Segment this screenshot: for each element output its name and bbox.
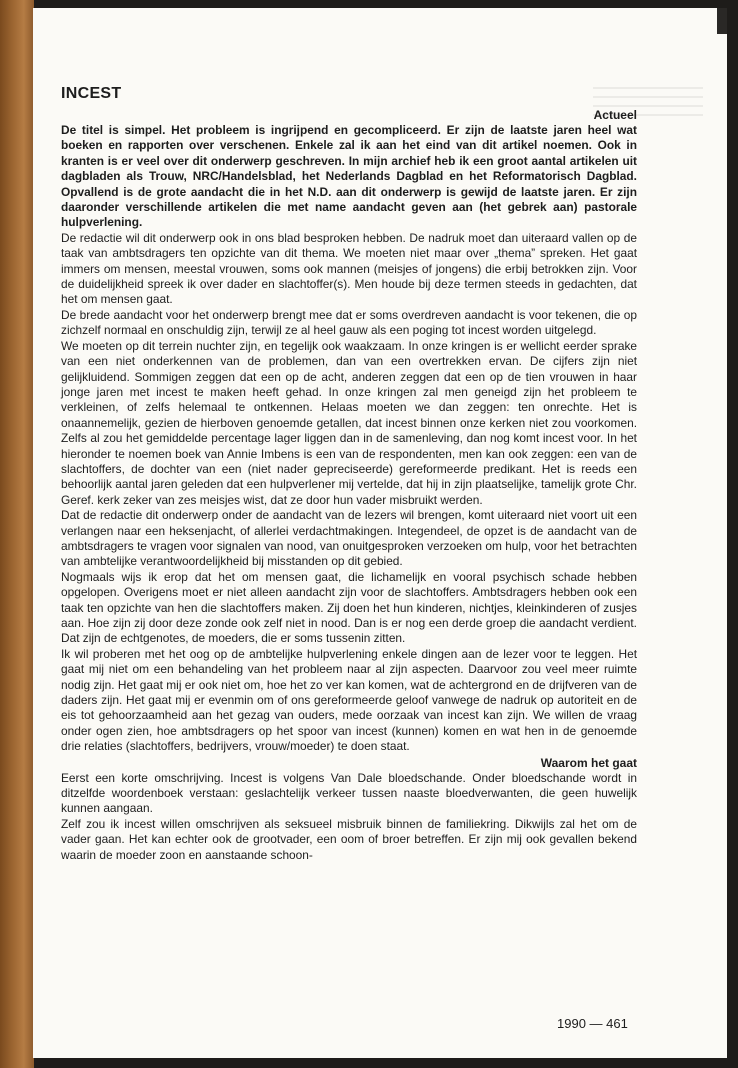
article [61, 84, 637, 863]
body-paragraph: We moeten op dit terrein nuchter zijn, en tegelijk ook waakzaam. In onze kringen is er wellicht eerder sprake van een niet onderkennen van de problemen, dan van een overtrekken ervan. De cijfers zijn niet gelijkluidend. Sommigen zeggen dat een op de acht, anderen zeggen dat een op de tien vrouwen in haar jonge jaren met incest te maken heeft gehad. In onze kringen zal men geneigd zijn het probleem te verkleinen, of zelfs helemaal te ontkennen. Helaas moeten we dan zeggen: ten onrechte. Het is onaannemelijk, gezien de hierboven genoemde getallen, dat incest binnen onze kerken niet zou voorkomen. Zelfs al zou het gemiddelde percentage lager liggen dan in de samenleving, dan nog komt incest voor. In het hieronder te noemen boek van Annie Imbens is een van de respondenten, men kan ook zeggen: een van de slachtoffers, de dochter van een (niet nader gepreciseerde) gereformeerde predikant. Het is reeds een behoorlijk aantal jaren geleden dat een hulpverlener mij vertelde, dat hij in zijn plaatselijke, tamelijk grote Chr. Geref. kerk zeker van zes meisjes wist, dat ze door hun vader misbruikt werden. [61, 338, 637, 507]
book-binding [0, 0, 34, 1068]
body-paragraph: Ik wil proberen met het oog op de ambtelijke hulpverlening enkele dingen aan de lezer voor te leggen. Het gaat mij niet om een behandeling van het probleem naar al zijn aspecten. Daarvoor zou veel meer ruimte nodig zijn. Het gaat mij er ook niet om, hoe het zo ver kan komen, wat de achtergrond en de drijfveren van de daders zijn. Het gaat mij er evenmin om of ons gereformeerde geloof vanwege de nadruk op autoriteit en de eis tot gehoorzaamheid aan het gezag van ouders, mede oorzaak van incest kan zijn. We willen de vraag onder ogen zien, hoe ambtsdragers op het spoor van incest (kunnen) komen en wat hen in de genoemde drie relaties (slachtoffers, bedrijvers, vrouw/moeder) te doen staat. [61, 646, 637, 754]
body-paragraph: De redactie wil dit onderwerp ook in ons blad besproken hebben. De nadruk moet dan uiteraard vallen op de taak van ambtsdragers ten opzichte van dit thema. We moeten niet maar over „thema” spreken. Het gaat immers om mensen, meestal vrouwen, soms ook mannen (meisjes of jongens) die erbij betrokken zijn. Voor de duidelijkheid spreek ik over dader en slachtoffer(s). Men houde bij deze termen steeds in gedachten, dat het om mensen gaat. [61, 230, 637, 307]
lead-paragraph: De titel is simpel. Het probleem is ingrijpend en gecompliceerd. Er zijn de laatste jaren heel wat boeken en rapporten over verschenen. Enkele zal ik aan het eind van dit artikel noemen. Ook in kranten is er veel over dit onderwerp geschreven. In mijn archief heb ik een groot aantal artikelen uit dagbladen als Trouw, NRC/Handelsblad, het Nederlands Dagblad en het Reformatorisch Dagblad. Opvallend is de grote aandacht die in het N.D. aan dit onderwerp is gewijd de laatste jaren. Er zijn daaronder verschillende artikelen die met name aandacht geven aan (het gebrek aan) pastorale hulpverlening. [61, 123, 637, 230]
section-label: Actueel [593, 108, 637, 122]
page-corner-shadow [717, 8, 727, 34]
article-title: INCEST [61, 85, 122, 102]
body-paragraph: Nogmaals wijs ik erop dat het om mensen gaat, die lichamelijk en vooral psychisch schade hebben opgelopen. Overigens moet er niet alleen aandacht zijn voor de slachtoffers. Ambtsdragers hebben ook een taak ten opzichte van hen die slachtoffers maken. Zij doen het hun kinderen, nichtjes, kleinkinderen of zusjes aan. Hoe zijn zij door deze zonde ook zelf niet in nood. Dan is er nog een derde groep die aandacht verdient. Dat zijn de echtgenotes, de moeders, die er soms tussenin zitten. [61, 569, 637, 646]
subheading: Waarom het gaat [540, 755, 637, 770]
body-paragraph: De brede aandacht voor het onderwerp brengt mee dat er soms overdreven aandacht is voor tekenen, die op zichzelf normaal en onschuldig zijn, terwijl ze al heel gauw als een poging tot incest worden uitgelegd. [61, 307, 637, 338]
body-paragraph: Eerst een korte omschrijving. Incest is volgens Van Dale bloedschande. Onder bloedschande wordt in ditzelfde woordenboek verstaan: geslachtelijk verkeer tussen naaste bloedverwanten, die geen huwelijk kunnen aangaan. [61, 770, 637, 816]
page-number: 1990 — 461 [557, 1016, 628, 1031]
body-paragraph: Dat de redactie dit onderwerp onder de aandacht van de lezers wil brengen, komt uiteraard niet voort uit een verlangen naar een heksenjacht, of allerlei verdachtmakingen. Integendeel, de opzet is de aandacht van de ambtsdragers te vragen voor signalen van nood, van onuitgesproken verzoeken om hulp, voor het betrachten van ambtelijke verantwoordelijkheid bij misstanden op dit gebied. [61, 508, 637, 569]
body-paragraph: Zelf zou ik incest willen omschrijven als seksueel misbruik binnen de familiekring. Dikwijls zal het om de vader gaan. Het kan echter ook de grootvader, een oom of broer betreffen. Er zijn mij ook gevallen bekend waarin de moeder zoon en aanstaande schoon- [61, 816, 637, 862]
